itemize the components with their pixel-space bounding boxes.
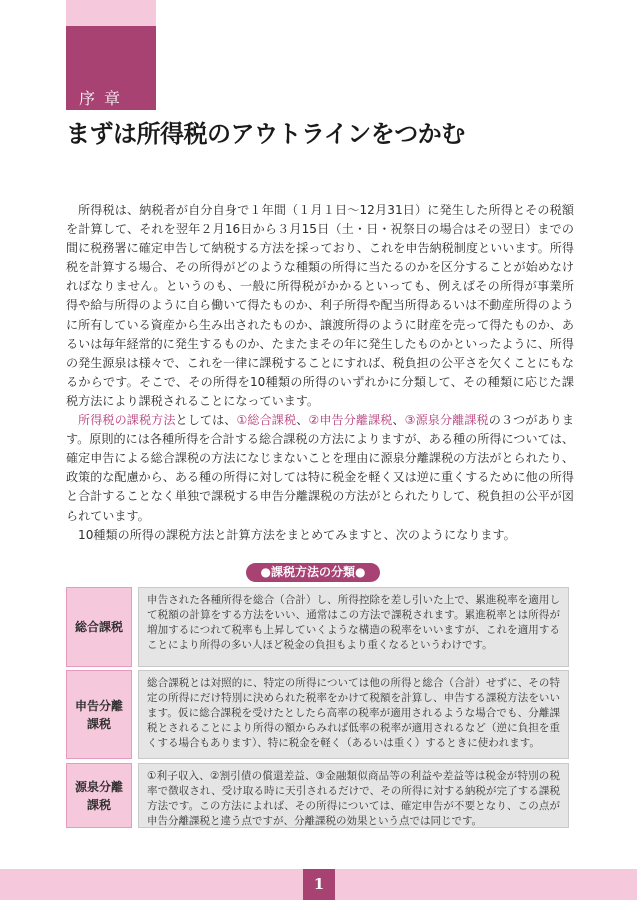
paragraph-1: 所得税は、納税者が自分自身で１年間（１月１日〜12月31日）に発生した所得とその税額を計算して、それを翌年２月16日から３月15日（土・日・祝祭日の場合はその翌日）までの間に税務署に確定申告して納税する方法を採っており、これを申告納税制度といいます。所得税を計算する場合、その所得がどのような種類の所得に当たるのかを区分することが始めなければなりません。というのも、一般に所得税がかかるといっても、例えばその所得が事業所得や給与所得のように自ら働いて得たものか、利子所得や配当所得あるいは不動産所得のように所有している資産から生み出されたものか、譲渡所得のように財産を売って得たものか、あるいは毎年経常的に発生するものか、たまたまその年に発生したものかといったように、所得の発生源泉は様々で、これを一律に課税することにすれば、税負担の公平さを欠くことにもなるからです。そこで、その所得を10種類の所得のいずれかに分類して、その種類に応じた課税方法により課税されることになっています。 — [66, 203, 574, 408]
page-title: まずは所得税のアウトラインをつかむ — [66, 120, 465, 148]
paragraph-2 — [66, 411, 574, 526]
paragraph-3: 10種類の所得の課税方法と計算方法をまとめてみますと、次のようになります。 — [78, 527, 516, 542]
section-heading: ●課税方法の分類● — [246, 563, 380, 582]
tax-method-row — [66, 670, 569, 759]
tax-method-name-text: 総合課税 — [74, 620, 123, 634]
paragraph-2-text: としては、 — [175, 413, 237, 428]
chapter-label: 序章 — [79, 89, 130, 108]
tax-method-name — [66, 587, 132, 667]
tax-method-description: 総合課税とは対照的に、特定の所得については他の所得と総合（合計）せずに、その特定の所得にだけ特別に決められた税率をかけて税額を計算し、申告する課税方法をいいます。仮に総合課税を受けたとしたら高率の税率が適用されるような場合でも、分離課税とされることにより所得の額からみれば低率の税率が適用されるなど（逆に負担を重くする場合もあります）、特に税金を軽く（あるいは重く）するときに使われます。 — [138, 670, 569, 759]
tax-method-name — [66, 763, 132, 828]
page-number: 1 — [303, 869, 335, 900]
tax-methods-lead: 所得税の課税方法 — [78, 413, 176, 428]
method-3-ref: ③源泉分離課税 — [404, 413, 489, 428]
tax-method-name — [66, 670, 132, 759]
tax-method-name-text: 申告分離課税 — [74, 698, 123, 731]
tax-method-row — [66, 763, 569, 828]
separator: 、 — [296, 413, 309, 428]
body-text — [66, 201, 574, 545]
tax-method-name-text: 源泉分離課税 — [74, 779, 123, 812]
tax-method-row — [66, 587, 569, 667]
separator: 、 — [392, 413, 405, 428]
method-1-ref: ①総合課税 — [236, 413, 297, 428]
paragraph-2-text: の３つがあります。原則的には各種所得を合計する総合課税の方法によりますが、ある種の所得については、確定申告による総合課税の方法になじまないことを理由に源泉分離課税の方法がとられたり、政策的な配慮から、ある種の所得に対しては特に税金を軽く又は逆に重くするために他の所得と合計することなく単独で課税する申告分離課税の方法がとられたりして、税負担の公平が図られています。 — [66, 413, 574, 523]
tax-method-description: 申告された各種所得を総合（合計）し、所得控除を差し引いた上で、累進税率を適用して税額の計算をする方法をいい、通常はこの方法で課税されます。累進税率とは所得が増加するにつれて税率も上昇していくような構造の税率をいいますが、これを適用することにより所得の多い人ほど税金の負担もより重くなるというわけです。 — [138, 587, 569, 667]
chapter-tab-accent — [66, 0, 156, 26]
method-2-ref: ②申告分離課税 — [308, 413, 393, 428]
tax-method-description: ①利子収入、②割引債の償還差益、③金融類似商品等の利益や差益等は税金が特別の税率で徴収され、受け取る時に天引されるだけで、その所得に対する納税が完了する課税方法です。この方法によれば、その所得については、確定申告が不要となり、この点が申告分離課税と違う点ですが、分離課税の効果という点では同じです。 — [138, 763, 569, 828]
